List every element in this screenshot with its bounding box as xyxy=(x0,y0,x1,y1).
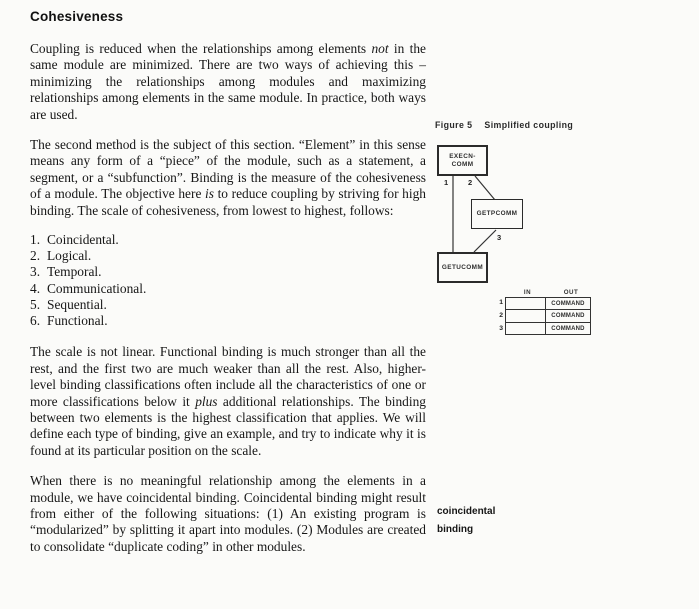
edge-label-1: 1 xyxy=(444,178,449,187)
module-box-label: EXECN- xyxy=(449,153,476,160)
cohesiveness-scale-list xyxy=(30,232,426,329)
figure-caption-title: Simplified coupling xyxy=(484,120,574,130)
io-table-header xyxy=(507,289,594,296)
paragraph-text: Coupling is reduced when the relationships among elements xyxy=(30,41,372,56)
emphasis-not: not xyxy=(371,41,389,56)
list-item xyxy=(30,248,426,264)
io-table-header-out: OUT xyxy=(563,289,579,296)
margin-note-coincidental-binding xyxy=(437,503,495,539)
figure-column xyxy=(430,0,699,609)
module-box-getpcomm xyxy=(471,199,523,229)
table-row xyxy=(506,322,591,334)
margin-note-line: binding xyxy=(437,524,474,535)
paragraph-text: additional relationships. The binding between two elements is the highest classification that applies. We will define each type of binding, give an example, and try to indicate why it is found at its particular position on the scale. xyxy=(30,393,426,458)
list-item xyxy=(30,281,426,297)
list-item-number: 5. xyxy=(30,296,41,312)
io-row-number: 3 xyxy=(499,324,503,332)
module-box-getucomm xyxy=(437,252,488,283)
io-cell-out: COMMAND xyxy=(546,298,591,310)
io-cell-in xyxy=(506,310,546,322)
list-item-number: 4. xyxy=(30,280,41,296)
io-cell-out: COMMAND xyxy=(546,310,591,322)
paragraph-coincidental: When there is no meaningful relationship among the elements in a module, we have coincidental binding. Coincidental binding might result from either of the following situations: (1) An existing program is “modularized” by splitting it apart into modules. (2) Modules are created to consolidate “duplicate coding” in other modules. xyxy=(30,473,426,554)
figure-caption-label: Figure 5 xyxy=(435,120,473,130)
text-column xyxy=(30,0,426,555)
paragraph-text: to reduce coupling by striving for high binding. The scale of cohesiveness, from lowest to highest, follows: xyxy=(30,186,426,218)
paragraph-text: The second method is the subject of this section. “Element” in this sense means any form of a “piece” of the module, such as a statement, a segment, or a “subfunction”. Binding is the measure of the cohesiveness of a module. The objective here xyxy=(30,137,426,202)
io-cell-in xyxy=(506,298,546,310)
list-item xyxy=(30,232,426,248)
list-item xyxy=(30,297,426,313)
table-row xyxy=(506,298,591,310)
list-item-label: Functional. xyxy=(47,313,108,329)
io-table-header-in: IN xyxy=(523,289,532,296)
io-row-number: 1 xyxy=(499,299,503,306)
paragraph-text: The scale is not linear. Functional binding is much stronger than all the rest, and the first two are much weaker than all the rest. Also, higher-level binding classifications often include all the characteristics of one or more classifications below it xyxy=(30,344,426,409)
io-cell-out: COMMAND xyxy=(546,322,591,334)
list-item-label: Logical. xyxy=(47,248,92,264)
paragraph-coupling xyxy=(30,41,426,123)
list-item xyxy=(30,264,426,280)
emphasis-is: is xyxy=(205,186,214,202)
list-item-number: 1. xyxy=(30,232,41,248)
list-item-number: 2. xyxy=(30,248,41,264)
io-cell-in xyxy=(506,322,546,334)
emphasis-plus: plus xyxy=(195,393,218,409)
section-title: Cohesiveness xyxy=(30,9,124,24)
list-item-label: Sequential. xyxy=(47,296,107,312)
list-item-number: 3. xyxy=(30,264,41,280)
edge-label-2: 2 xyxy=(468,178,473,187)
module-box-label: GETPCOMM xyxy=(476,210,518,218)
list-item-label: Coincidental. xyxy=(47,232,119,248)
paragraph-scale-not-linear xyxy=(30,344,426,459)
margin-note-line: coincidental xyxy=(437,506,496,517)
io-row-number: 2 xyxy=(499,311,503,319)
module-box-execncomm xyxy=(437,145,488,176)
module-box-label: COMM xyxy=(451,160,474,168)
list-item-label: Temporal. xyxy=(47,264,102,280)
coupling-io-table xyxy=(497,289,594,335)
list-item-number: 6. xyxy=(30,313,41,329)
list-item-label: Communicational. xyxy=(47,280,147,296)
table-row xyxy=(506,310,591,322)
edge-label-3: 3 xyxy=(497,233,502,242)
paragraph-text: in the same module are minimized. There are two ways of achieving this – minimizing the relationships among modules and maximizing relationships among elements in the same module. In practice, both ways are used. xyxy=(30,41,426,122)
module-box-label: GETUCOMM xyxy=(441,263,484,271)
io-table-row-numbers xyxy=(497,297,505,335)
paragraph-second-method xyxy=(30,137,426,219)
list-item xyxy=(30,313,426,329)
